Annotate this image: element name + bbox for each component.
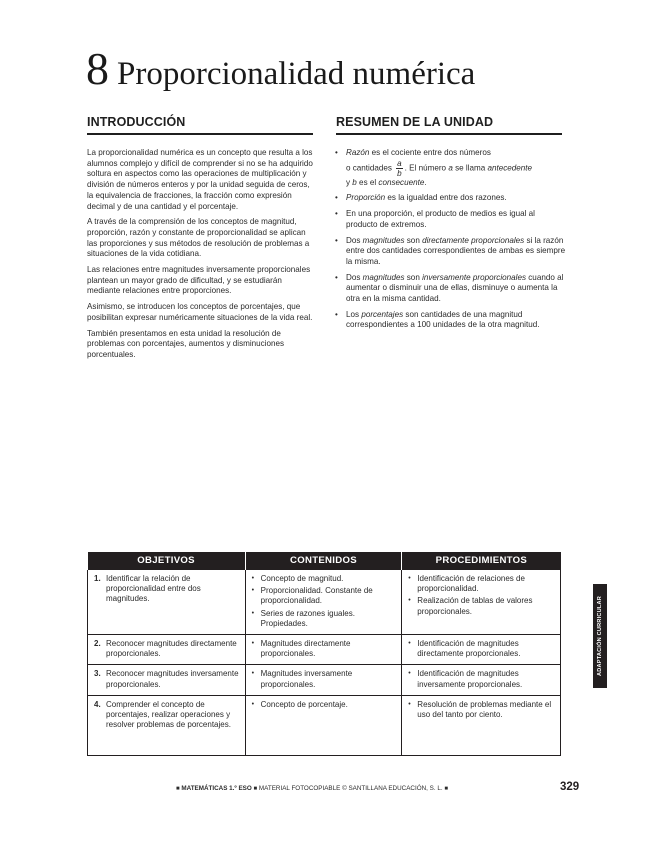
intro-paragraph: Las relaciones entre magnitudes inversamente proporcionales plantean un mayor grado de dificultad, y se estudiarán mediante relaciones entre proporciones.: [87, 265, 311, 296]
intro-paragraph: La proporcionalidad numérica es un concepto que resulta a los alumnos complejo y difícil de comprender si no se ha adquirido soltura en aspectos como las operaciones de multiplicación y división de números enteros y por la unidad seguida de ceros, la equivalencia de fracciones, la fracción como expresión decimal y de una cantidad y el porcentaje.: [87, 148, 313, 211]
intro-text: [87, 148, 316, 366]
intro-paragraph: También presentamos en esta unidad la resolución de problemas con porcentajes, aumentos y disminuciones porcentuales.: [87, 328, 285, 359]
list-item: • Realización de tablas de valores proporcionales.: [408, 596, 533, 616]
table-row: [88, 635, 561, 665]
intro-paragraph: Asimismo, se introducen los conceptos de porcentajes, que posibilitan expresar numéricamente situaciones de la vida real.: [87, 302, 313, 322]
footer-publisher: MATERIAL FOTOCOPIABLE © SANTILLANA EDUCACIÓN, S. L.: [258, 785, 443, 792]
contents-cell: [245, 695, 402, 755]
bullet-icon: •: [335, 209, 338, 219]
chapter-title: Proporcionalidad numérica: [117, 56, 476, 92]
summary-item-porcentajes: • Los porcentajes son cantidades de una magnitud correspondientes a 100 unidades de la otra magnitud.: [335, 309, 540, 330]
table-row: [88, 695, 561, 755]
bullet-icon: •: [335, 193, 338, 203]
summary-item-razon: • Razón es el cociente entre dos números o cantidades $\frac{a}{b}$ . El número a se llama antecedente y b es el consecuente.: [335, 148, 533, 187]
procedures-cell: [402, 665, 561, 695]
procedures-cell: [402, 635, 561, 665]
term-consecuente: consecuente: [378, 177, 425, 187]
page-title: [86, 42, 475, 95]
fraction-a-over-b: $\frac{a}{b}$: [397, 158, 402, 178]
objective-cell: 2. Reconocer magnitudes directamente proporcionales.: [88, 635, 246, 665]
procedures-cell: [402, 570, 561, 635]
list-item: • Series de razones iguales. Propiedades.: [251, 608, 355, 628]
page-number: 329: [560, 781, 580, 793]
table-header-row: [88, 552, 561, 570]
column-header-objetivos: OBJETIVOS: [88, 552, 246, 570]
list-item: • Concepto de porcentaje.: [251, 699, 348, 709]
list-item: • Identificación de magnitudes directamente proporcionales.: [408, 639, 521, 659]
contents-cell: [245, 635, 402, 665]
list-item: • Magnitudes directamente proporcionales.: [251, 639, 351, 659]
contents-cell: [245, 665, 402, 695]
summary-list: [334, 148, 566, 336]
term-razon: Razón: [346, 148, 370, 157]
chapter-number: 8: [86, 43, 109, 94]
side-tab-label: ADAPTACIÓN CURRICULAR: [597, 596, 603, 676]
contents-cell: [245, 570, 402, 635]
column-header-procedimientos: PROCEDIMIENTOS: [402, 552, 561, 570]
square-icon: ■: [444, 786, 448, 792]
table-row: [88, 570, 561, 635]
footer: [176, 785, 448, 792]
objective-cell: 3. Reconocer magnitudes inversamente proporcionales.: [88, 665, 246, 695]
column-header-contenidos: CONTENIDOS: [245, 552, 402, 570]
summary-item-producto: • En una proporción, el producto de medios es igual al producto de extremos.: [335, 209, 535, 229]
list-item: • Proporcionalidad. Constante de proporcionalidad.: [251, 586, 373, 606]
bullet-icon: •: [335, 309, 338, 319]
bullet-icon: •: [335, 148, 338, 157]
list-item: • Identificación de magnitudes inversamente proporcionales.: [408, 669, 523, 689]
objective-cell: 4. Comprender el concepto de porcentajes, realizar operaciones y resolver problemas de porcentajes.: [88, 695, 246, 755]
summary-item-inversas: • Dos magnitudes son inversamente proporcionales cuando al aumentar o disminuir una de ellas, disminuye o aumenta la otra en la misma cantidad.: [335, 272, 564, 304]
list-item: • Concepto de magnitud.: [251, 574, 344, 583]
list-item: • Resolución de problemas mediante el uso del tanto por ciento.: [408, 699, 552, 720]
square-icon: ■: [176, 786, 180, 792]
table-row: [88, 665, 561, 695]
curriculum-table: [87, 552, 561, 756]
square-icon: ■: [253, 786, 258, 792]
summary-item-directas: • Dos magnitudes son directamente proporcionales si la razón entre dos cantidades correspondientes de ambas es siempre la misma.: [335, 235, 566, 266]
procedures-cell: [402, 695, 561, 755]
side-tab: [593, 584, 607, 688]
list-item: • Identificación de relaciones de proporcionalidad.: [408, 574, 525, 594]
list-item: • Magnitudes inversamente proporcionales.: [251, 669, 353, 689]
bullet-icon: •: [335, 272, 338, 282]
term-antecedente: antecedente: [487, 163, 533, 173]
footer-subject: MATEMÁTICAS 1.º ESO: [181, 785, 252, 792]
intro-heading: INTRODUCCIÓN: [87, 115, 313, 135]
intro-paragraph: A través de la comprensión de los conceptos de magnitud, proporción, razón y constante de proporcionalidad se aplican las proporciones y sus métodos de resolución de problemas a situaciones de la vida cotidiana.: [87, 217, 310, 259]
summary-heading: RESUMEN DE LA UNIDAD: [336, 115, 562, 135]
summary-item-proporcion: • Proporción es la igualdad entre dos razones.: [335, 193, 507, 203]
objective-cell: 1. Identificar la relación de proporcionalidad entre dos magnitudes.: [88, 570, 246, 635]
bullet-icon: •: [335, 235, 338, 245]
